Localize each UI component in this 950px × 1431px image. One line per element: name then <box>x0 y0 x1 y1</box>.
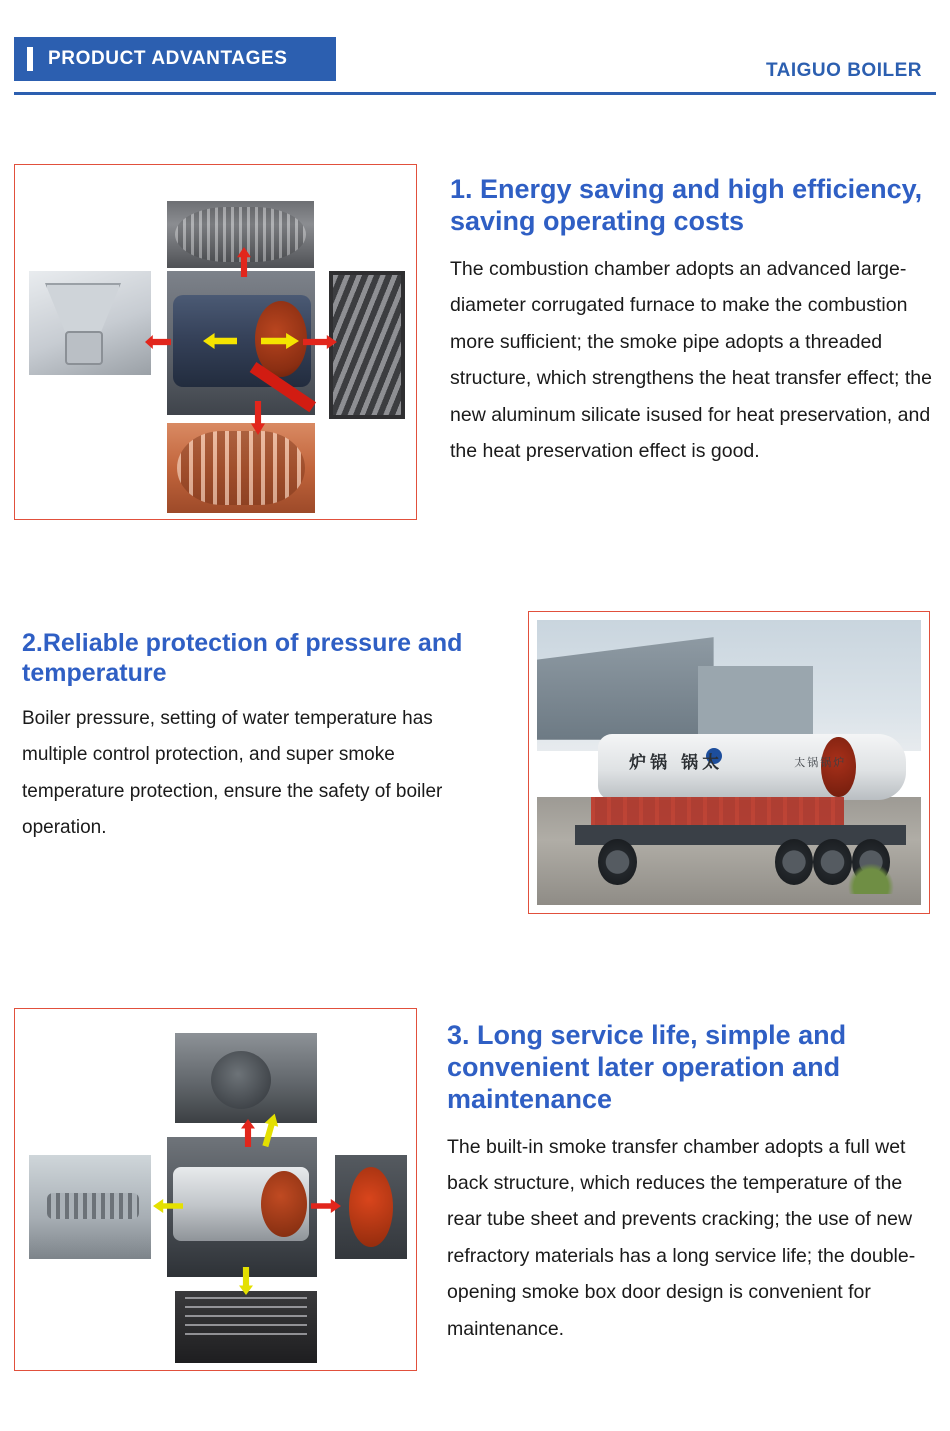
economizer-photo <box>29 271 151 375</box>
tube-sheet-photo <box>175 1033 317 1123</box>
smoke-tube-bundle-photo <box>29 1155 151 1259</box>
boiler-smoke-box-door-shape <box>261 1171 307 1237</box>
advantage-section-3 <box>14 1008 938 1371</box>
brand-name: TAIGUO BOILER <box>765 60 922 81</box>
header-divider <box>14 92 936 95</box>
boiler-assembly-photo <box>167 1137 317 1277</box>
advantage-3-image <box>14 1008 417 1371</box>
truck-photo <box>537 620 921 905</box>
corrugated-furnace-photo <box>167 201 314 268</box>
advantage-2-text <box>22 611 528 914</box>
page-header <box>0 0 950 96</box>
corrugated-furnace-closeup-photo <box>167 423 315 513</box>
section-title-banner <box>14 37 336 81</box>
advantage-2-body: Boiler pressure, setting of water temperature has multiple control protection, and super smoke temperature protection, ensure the safety of boiler operation. <box>22 708 443 839</box>
trailer-wheel <box>598 839 636 885</box>
advantage-2-heading: 2.Reliable protection of pressure and temperature <box>22 629 463 687</box>
advantage-1-heading: 1. Energy saving and high efficiency, saving operating costs <box>450 174 923 236</box>
smoke-box-door-photo <box>335 1155 407 1259</box>
tank-label-text: 炉锅 锅太 <box>629 753 724 774</box>
tank-label-small-text: 太锅锅炉 <box>794 755 847 769</box>
advantage-section-2 <box>22 611 930 914</box>
page-title: PRODUCT ADVANTAGES <box>48 48 288 69</box>
factory-building-secondary-shape <box>698 666 813 740</box>
advantage-3-text <box>417 1008 938 1371</box>
advantage-1-image <box>14 164 417 520</box>
advantage-1-text <box>417 164 938 520</box>
advantage-1-body: The combustion chamber adopts an advanced large-diameter corrugated furnace to make the combustion more sufficient; the smoke pipe adopts a threaded structure, which strengthens the heat transfer effect; the new aluminum silicate isused for heat preservation, and the heat preservation effect is good. <box>450 257 932 462</box>
threaded-smoke-pipe-photo <box>329 271 405 419</box>
advantage-section-1 <box>14 164 938 520</box>
roadside-grass <box>844 859 898 893</box>
refractory-material-photo <box>175 1291 317 1363</box>
advantage-2-image <box>528 611 930 914</box>
red-railing-shape <box>591 797 844 826</box>
banner-tick-icon <box>27 47 33 71</box>
advantage-3-heading: 3. Long service life, simple and convenient later operation and maintenance <box>447 1020 847 1114</box>
advantage-3-body: The built-in smoke transfer chamber adopts a full wet back structure, which reduces the temperature of the rear tube sheet and prevents cracking; the use of new refractory materials has a long service life; the double-opening smoke box door design is convenient for maintenance. <box>447 1135 916 1340</box>
